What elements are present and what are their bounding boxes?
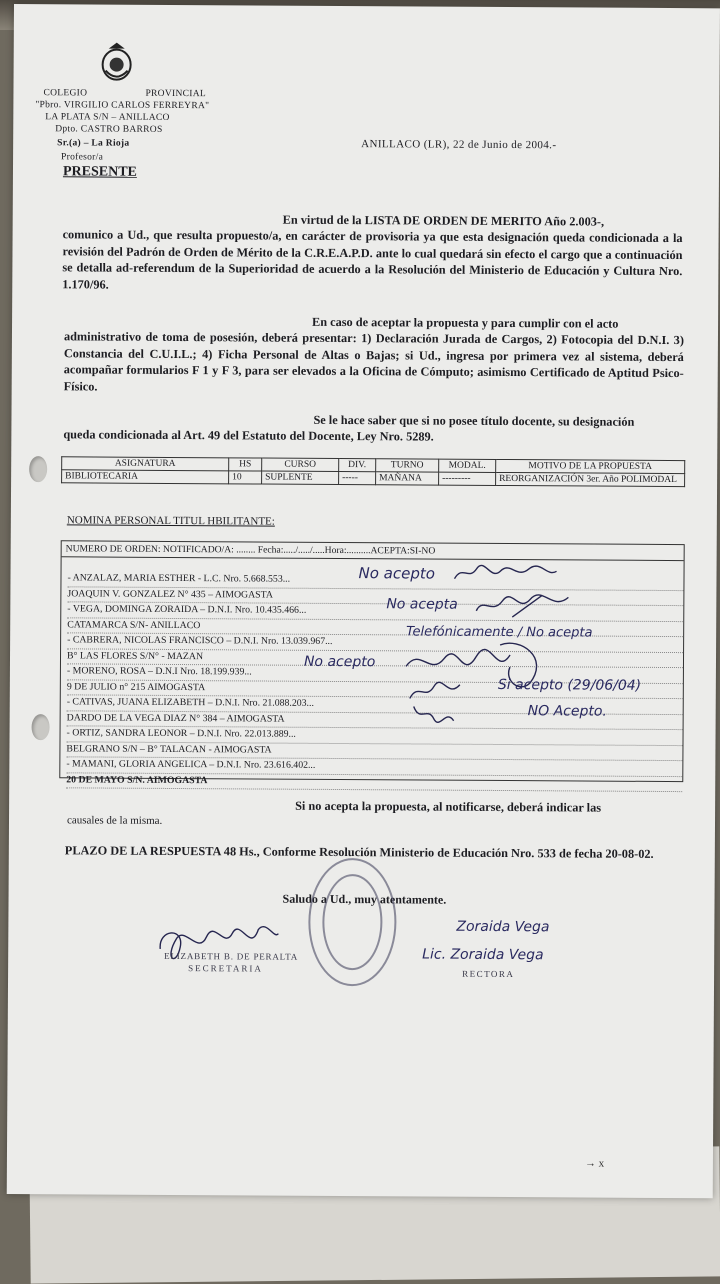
rector-role: RECTORA (462, 968, 515, 980)
institution-line: "Pbro. VIRGILIO CARLOS FERREYRA" (35, 100, 210, 112)
table-header: MODAL. (439, 459, 496, 472)
binder-hole (29, 456, 47, 482)
document-page (7, 4, 720, 1198)
list-item: - MORENO, ROSA – D.N.I Nro. 18.199.939... (67, 664, 683, 683)
list-item: DARDO DE LA VEGA DIAZ N° 384 – AIMOGASTA (67, 711, 683, 730)
coat-of-arms-icon (100, 41, 134, 83)
handwritten-note: No acepto (358, 564, 436, 583)
handwritten-signature (410, 700, 460, 724)
binder-hole (32, 714, 50, 740)
nomina-header: NUMERO DE ORDEN: NOTIFICADO/A: ........ Fecha:...../...../.....Hora:..........ACEPTA:SI-NO (62, 541, 684, 561)
paragraph-1-lead: En virtud de la LISTA DE ORDEN DE MERITO Año 2.003-, (282, 212, 605, 229)
paragraph-1: comunico a Ud., que resulta propuesto/a, en carácter de provisoria ya que esta designación queda condicionada a la revisión del Padrón de Orden de Mérito de la C.R.E.A.P.D. ante lo cual quedará sin efecto el cargo que a continuación se detalla ad-referendum de la Superioridad de acuerdo a la Resolución del Ministerio de Educación y Cultura Nro. 1.170/96. (62, 227, 683, 292)
page-arrow-mark: → x (584, 1157, 605, 1170)
table-cell: --------- (439, 472, 496, 485)
institution-line: LA PLATA S/N – ANILLACO (45, 112, 170, 123)
list-item: - CATIVAS, JUANA ELIZABETH – D.N.I. Nro. 21.088.203... (67, 695, 683, 714)
list-item: - MAMANI, GLORIA ANGELICA – D.N.I. Nro. 23.616.402... (66, 757, 682, 776)
table-cell: SUPLENTE (262, 471, 339, 484)
table-header: DIV. (339, 458, 376, 471)
table-cell: 10 (229, 471, 262, 484)
no-acepta-line: causales de la misma. (66, 814, 163, 827)
list-item: 20 DE MAYO S/N. AIMOGASTA (66, 773, 682, 792)
list-item: BELGRANO S/N – B° TALACAN - AIMOGASTA (66, 742, 682, 761)
list-item: - CABRERA, NICOLAS FRANCISCO – D.N.I. Nro. 13.039.967... (67, 633, 683, 652)
institution-line: Dpto. CASTRO BARROS (55, 124, 163, 135)
rector-signature-name: Lic. Zoraida Vega (422, 946, 544, 964)
plazo-text: PLAZO DE LA RESPUESTA 48 Hs., Conforme Resolución Ministerio de Educación Nro. 533 de fecha 20-08-02. (64, 843, 654, 861)
place-date: ANILLACO (LR), 22 de Junio de 2004.- (361, 138, 557, 152)
handwritten-note: Si acepto (29/06/04) (497, 676, 642, 694)
recipient-line: Sr.(a) – La Rioja (57, 138, 130, 149)
table-header: CURSO (262, 458, 339, 471)
table-cell: REORGANIZACIÓN 3er. Año POLIMODAL (496, 472, 685, 486)
list-item: JOAQUIN V. GONZALEZ N° 435 – AIMOGASTA (67, 587, 683, 606)
table-cell: BIBLIOTECARIA (62, 470, 229, 484)
table-header: MOTIVO DE LA PROPUESTA (496, 459, 685, 473)
secretary-role: SECRETARIA (188, 963, 263, 974)
table-cell: MAÑANA (376, 472, 439, 485)
table-header: ASIGNATURA (62, 457, 229, 471)
list-item: - ORTIZ, SANDRA LEONOR – D.N.I. Nro. 22.013.889... (66, 726, 682, 745)
paragraph-2-lead: En caso de aceptar la propuesta y para cumplir con el acto (312, 314, 619, 331)
list-item: 9 DE JULIO n° 215 AIMOGASTA (67, 680, 683, 699)
presente-label: PRESENTE (62, 164, 137, 180)
institution-line: COLEGIO (43, 88, 88, 99)
handwritten-signature (450, 563, 560, 586)
table-header: TURNO (376, 459, 439, 472)
closing-greeting: Saludo a Ud., muy atentamente. (282, 891, 447, 907)
table-header: HS (229, 458, 262, 471)
handwritten-signature (472, 591, 572, 622)
list-item: CATAMARCA S/N- ANILLACO (67, 618, 683, 637)
secretary-name: ELIZABETH B. DE PERALTA (164, 950, 299, 962)
nomina-list (60, 557, 683, 792)
assignment-table (61, 456, 685, 487)
handwritten-note: NO Acepto. (527, 703, 607, 720)
table-cell: ----- (339, 471, 376, 484)
official-stamp-inner (322, 874, 383, 970)
paragraph-3-lead: Se le hace saber que si no posee título docente, su designación (313, 412, 635, 429)
nomina-title: NOMINA PERSONAL TITUL HBILITANTE: (66, 514, 275, 528)
handwritten-note: No acepto (303, 653, 376, 671)
paragraph-3: queda condicionada al Art. 49 del Estatuto del Docente, Ley Nro. 5289. (63, 427, 434, 444)
list-item: B° LAS FLORES S/N° - MAZAN (67, 649, 683, 668)
handwritten-note: No acepta (386, 596, 458, 613)
handwritten-note: Telefónicamente / No acepta (406, 624, 593, 641)
table-row (62, 470, 685, 487)
rector-handwritten-name: Zoraida Vega (456, 918, 550, 936)
list-item: - VEGA, DOMINGA ZORAIDA – D.N.I. Nro. 10.435.466... (67, 602, 683, 621)
institution-line: PROVINCIAL (145, 88, 207, 100)
no-acepta-line: Si no acepta la propuesta, al notificarse, deberá indicar las (295, 798, 602, 815)
recipient-line: Profesor/a (61, 152, 104, 163)
paragraph-2: administrativo de toma de posesión, deberá presentar: 1) Declaración Jurada de Cargos, 2) Fotocopia del D.N.I. 3) Constancia del C.U.I.L.; 4) Ficha Personal de Altas o Bajas; si Ud., ingresa por primera vez al sistema, deberá acompañar formularios F 1 y F 3, para ser elevados a la Oficina de Cómputo; asimismo Certificado de Aptitud Psico-Físico. (63, 329, 685, 394)
list-item: - ANZALAZ, MARIA ESTHER - L.C. Nro. 5.668.553... (67, 571, 683, 590)
